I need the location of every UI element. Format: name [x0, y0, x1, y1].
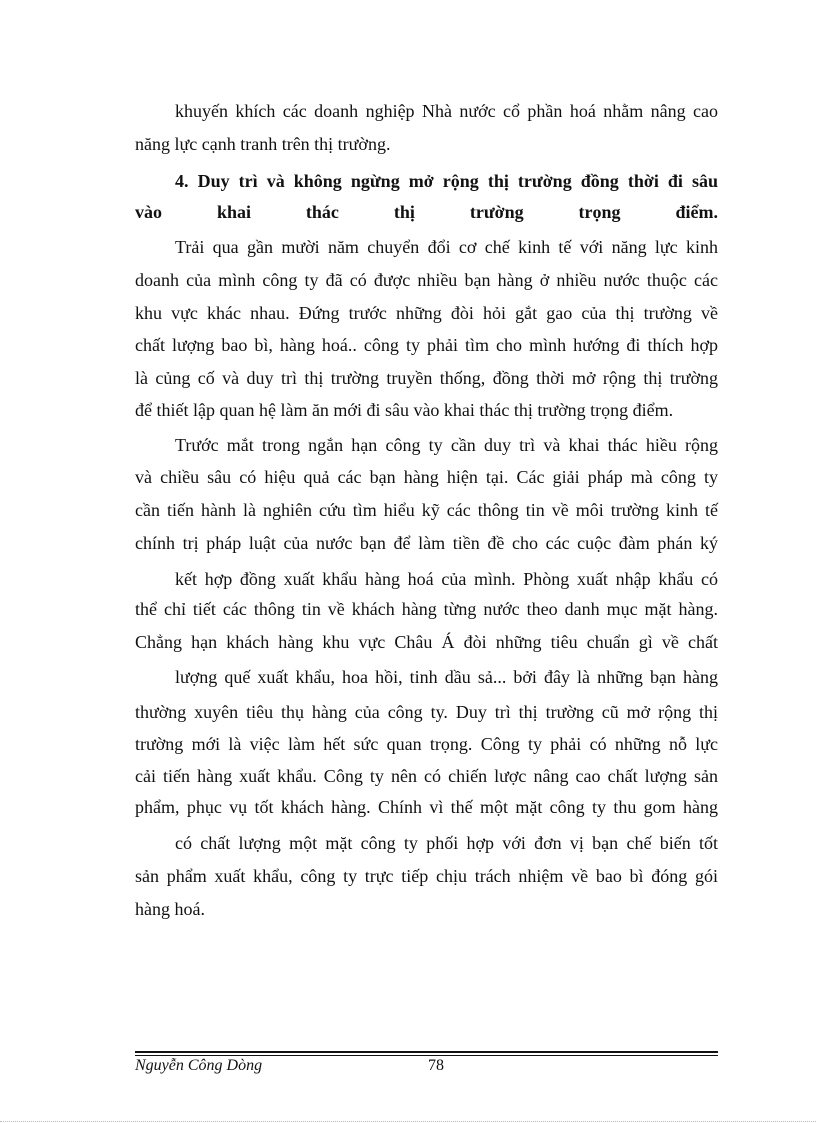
section-heading: 4. Duy trì và không ngừng mở rộng thị trường đồng thời đi sâu	[175, 171, 718, 191]
footer-author: Nguyễn Công Dòng	[135, 1057, 263, 1074]
text-line: Trải qua gần mười năm chuyển đổi cơ chế kinh tế với năng lực kinh	[175, 237, 718, 257]
text-line: năng lực cạnh tranh trên thị trường.	[135, 134, 391, 154]
text-line: khuyến khích các doanh nghiệp Nhà nước cổ phần hoá nhằm nâng cao	[175, 101, 718, 121]
text-line: thường xuyên tiêu thụ hàng của công ty. Duy trì thị trường cũ mở rộng thị	[135, 702, 718, 722]
text-line: cải tiến hàng xuất khẩu. Công ty nên có chiến lược nâng cao chất lượng sản	[135, 766, 718, 786]
footer-rule-thin	[135, 1055, 718, 1056]
page-number: 78	[428, 1057, 444, 1074]
text-line: cần tiến hành là nghiên cứu tìm hiểu kỹ các thông tin về môi trường kinh tế	[135, 500, 718, 520]
text-line: lượng quế xuất khẩu, hoa hồi, tinh dầu sả... bởi đây là những bạn hàng	[175, 667, 718, 687]
text-line: chất lượng bao bì, hàng hoá.. công ty phải tìm cho mình hướng đi thích hợp	[135, 335, 718, 355]
text-line: thể chỉ tiết các thông tin về khách hàng từng nước theo danh mục mặt hàng.	[135, 599, 718, 619]
page-edge-divider	[0, 1121, 816, 1122]
text-line: sản phẩm xuất khẩu, công ty trực tiếp chịu trách nhiệm về bao bì đóng gói	[135, 866, 718, 886]
section-heading-continued: vào khai thác thị trường trọng điểm.	[135, 202, 718, 222]
text-line: doanh của mình công ty đã có được nhiều bạn hàng ở nhiều nước thuộc các	[135, 270, 718, 290]
text-line: hàng hoá.	[135, 899, 205, 919]
text-line: Chẳng hạn khách hàng khu vực Châu Á đòi những tiêu chuẩn gì về chất	[135, 632, 718, 652]
text-line: là củng cố và duy trì thị trường truyền thống, đồng thời mở rộng thị trường	[135, 368, 718, 388]
footer-rule	[135, 1051, 718, 1053]
text-line: kết hợp đồng xuất khẩu hàng hoá của mình. Phòng xuất nhập khẩu có	[175, 569, 718, 589]
text-line: trường mới là việc làm hết sức quan trọng. Công ty phải có những nỗ lực	[135, 734, 718, 754]
text-line: để thiết lập quan hệ làm ăn mới đi sâu vào khai thác thị trường trọng điểm.	[135, 400, 674, 420]
text-line: Trước mắt trong ngắn hạn công ty cần duy trì và khai thác hiều rộng	[175, 435, 718, 455]
text-line: có chất lượng một mặt công ty phối hợp với đơn vị bạn chế biến tốt	[175, 833, 718, 853]
text-line: chính trị pháp luật của nước bạn để làm tiền đề cho các cuộc đàm phán ký	[135, 533, 718, 553]
text-line: khu vực khác nhau. Đứng trước những đòi hỏi gắt gao của thị trường về	[135, 303, 718, 323]
text-line: và chiều sâu có hiệu quả các bạn hàng hiện tại. Các giải pháp mà công ty	[135, 467, 718, 487]
text-line: phẩm, phục vụ tốt khách hàng. Chính vì thế một mặt công ty thu gom hàng	[135, 797, 718, 817]
